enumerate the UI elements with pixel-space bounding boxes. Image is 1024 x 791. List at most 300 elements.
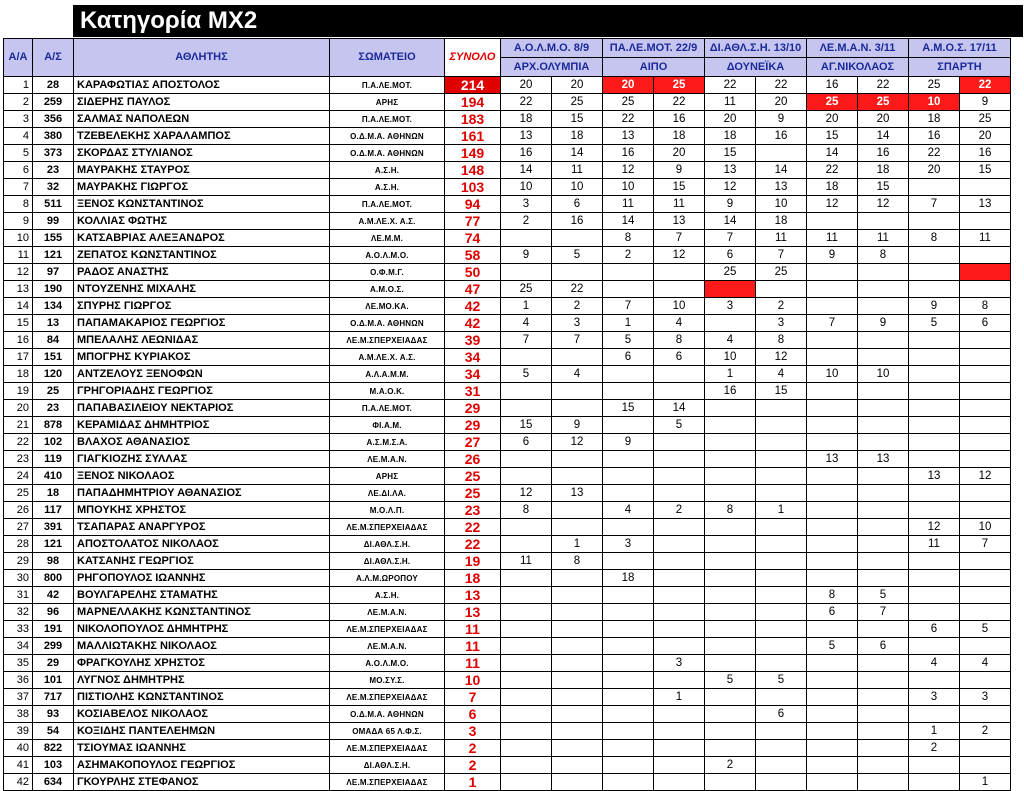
- points-cell: [705, 740, 756, 757]
- athlete-name-cell: ΒΛΑΧΟΣ ΑΘΑΝΑΣΙΟΣ: [74, 434, 330, 451]
- athlete-name-cell: ΞΕΝΟΣ ΚΩΝΣΤΑΝΤΙΝΟΣ: [74, 196, 330, 213]
- table-row: [4, 383, 1011, 400]
- points-cell: [858, 264, 909, 281]
- points-cell: 16: [552, 213, 603, 230]
- points-cell: 5: [960, 621, 1011, 638]
- points-cell: [501, 774, 552, 791]
- points-cell: 2: [603, 247, 654, 264]
- points-cell: [603, 366, 654, 383]
- points-cell: [705, 604, 756, 621]
- table-row: [4, 417, 1011, 434]
- points-cell: 10: [909, 94, 960, 111]
- total-cell: 42: [445, 315, 501, 332]
- points-cell: 18: [909, 111, 960, 128]
- rank-cell: 29: [4, 553, 33, 570]
- points-cell: 9: [909, 298, 960, 315]
- header-row-events: [4, 39, 1011, 58]
- header-event-1: Α.Ο.Λ.Μ.Ο. 8/9: [501, 39, 603, 58]
- club-cell: Α.Μ.Ο.Σ.: [330, 281, 445, 298]
- points-cell: [501, 383, 552, 400]
- table-row: [4, 332, 1011, 349]
- points-cell: [654, 536, 705, 553]
- points-cell: [603, 417, 654, 434]
- points-cell: [807, 553, 858, 570]
- club-cell: Π.Α.ΛΕ.ΜΟΤ.: [330, 400, 445, 417]
- number-cell: 134: [33, 298, 74, 315]
- points-cell: 20: [960, 128, 1011, 145]
- table-row: [4, 553, 1011, 570]
- total-cell: 22: [445, 519, 501, 536]
- table-row: [4, 196, 1011, 213]
- points-cell: 25: [603, 94, 654, 111]
- points-cell: 12: [807, 196, 858, 213]
- points-cell: [858, 349, 909, 366]
- points-cell: [807, 383, 858, 400]
- athlete-name-cell: ΜΠΟΓΡΗΣ ΚΥΡΙΑΚΟΣ: [74, 349, 330, 366]
- table-row: [4, 587, 1011, 604]
- club-cell: Π.Α.ΛΕ.ΜΟΤ.: [330, 196, 445, 213]
- points-cell: 12: [858, 196, 909, 213]
- points-cell: [909, 400, 960, 417]
- rank-cell: 11: [4, 247, 33, 264]
- table-row: [4, 230, 1011, 247]
- points-cell: [705, 281, 756, 298]
- header-event-2: ΠΑ.ΛΕ.ΜΟΤ. 22/9: [603, 39, 705, 58]
- points-cell: [807, 723, 858, 740]
- points-cell: [501, 723, 552, 740]
- points-cell: [807, 536, 858, 553]
- points-cell: [756, 400, 807, 417]
- points-cell: [756, 774, 807, 791]
- number-cell: 299: [33, 638, 74, 655]
- points-cell: 7: [960, 536, 1011, 553]
- number-cell: 380: [33, 128, 74, 145]
- points-cell: 12: [552, 434, 603, 451]
- points-cell: [501, 451, 552, 468]
- points-cell: 7: [858, 604, 909, 621]
- points-cell: [960, 757, 1011, 774]
- club-cell: Α.Σ.Η.: [330, 179, 445, 196]
- points-cell: [756, 417, 807, 434]
- total-cell: 161: [445, 128, 501, 145]
- points-cell: 6: [756, 706, 807, 723]
- points-cell: [756, 434, 807, 451]
- table-row: [4, 145, 1011, 162]
- total-cell: 47: [445, 281, 501, 298]
- points-cell: 3: [501, 196, 552, 213]
- table-row: [4, 434, 1011, 451]
- points-cell: [705, 451, 756, 468]
- header-venue-5: ΣΠΑΡΤΗ: [909, 58, 1011, 77]
- club-cell: Π.Α.ΛΕ.ΜΟΤ.: [330, 111, 445, 128]
- club-cell: Α.Μ.ΛΕ.Χ. Α.Σ.: [330, 213, 445, 230]
- points-cell: 12: [501, 485, 552, 502]
- table-row: [4, 77, 1011, 94]
- athlete-name-cell: ΓΙΑΓΚΙΟΖΗΣ ΣΥΛΛΑΣ: [74, 451, 330, 468]
- total-cell: 19: [445, 553, 501, 570]
- rank-cell: 19: [4, 383, 33, 400]
- club-cell: Ο.Δ.Μ.Α. ΑΘΗΝΩΝ: [330, 128, 445, 145]
- points-cell: 9: [603, 434, 654, 451]
- rank-cell: 24: [4, 468, 33, 485]
- points-cell: 11: [654, 196, 705, 213]
- points-cell: 5: [705, 672, 756, 689]
- points-cell: [654, 281, 705, 298]
- points-cell: [807, 417, 858, 434]
- points-cell: 12: [909, 519, 960, 536]
- points-cell: [756, 536, 807, 553]
- header-venue-2: ΑΙΠΟ: [603, 58, 705, 77]
- points-cell: 15: [807, 128, 858, 145]
- number-cell: 800: [33, 570, 74, 587]
- points-cell: 13: [603, 128, 654, 145]
- club-cell: ΛΕ.Μ.ΣΠΕΡΧΕΙΑΔΑΣ: [330, 689, 445, 706]
- points-cell: [807, 621, 858, 638]
- points-cell: 13: [909, 468, 960, 485]
- points-cell: [858, 621, 909, 638]
- points-cell: 20: [807, 111, 858, 128]
- points-cell: [858, 502, 909, 519]
- points-cell: [552, 757, 603, 774]
- table-row: [4, 655, 1011, 672]
- table-row: [4, 757, 1011, 774]
- points-cell: [603, 485, 654, 502]
- total-cell: 23: [445, 502, 501, 519]
- points-cell: [960, 451, 1011, 468]
- points-cell: 15: [603, 400, 654, 417]
- points-cell: [909, 281, 960, 298]
- table-row: [4, 519, 1011, 536]
- points-cell: 4: [552, 366, 603, 383]
- points-cell: 15: [756, 383, 807, 400]
- points-cell: [705, 706, 756, 723]
- table-row: [4, 281, 1011, 298]
- points-cell: [858, 672, 909, 689]
- total-cell: 27: [445, 434, 501, 451]
- club-cell: ΦΙ.Α.Μ.: [330, 417, 445, 434]
- points-cell: 10: [552, 179, 603, 196]
- points-cell: [909, 264, 960, 281]
- points-cell: [909, 366, 960, 383]
- total-cell: 214: [445, 77, 501, 94]
- club-cell: ΔΙ.ΑΘΛ.Σ.Η.: [330, 553, 445, 570]
- club-cell: Α.Λ.Α.Μ.Μ.: [330, 366, 445, 383]
- points-cell: [552, 230, 603, 247]
- points-cell: [756, 604, 807, 621]
- points-cell: 2: [552, 298, 603, 315]
- club-cell: ΛΕ.Μ.ΣΠΕΡΧΕΙΑΔΑΣ: [330, 740, 445, 757]
- points-cell: 16: [807, 77, 858, 94]
- points-cell: 16: [858, 145, 909, 162]
- rank-cell: 30: [4, 570, 33, 587]
- header-number: Α/Σ: [33, 39, 74, 77]
- points-cell: [501, 689, 552, 706]
- points-cell: 16: [909, 128, 960, 145]
- points-cell: [501, 740, 552, 757]
- points-cell: [705, 655, 756, 672]
- points-cell: [756, 587, 807, 604]
- points-cell: [501, 264, 552, 281]
- number-cell: 410: [33, 468, 74, 485]
- rank-cell: 36: [4, 672, 33, 689]
- points-cell: 13: [858, 451, 909, 468]
- total-cell: 22: [445, 536, 501, 553]
- points-cell: [960, 604, 1011, 621]
- points-cell: 25: [756, 264, 807, 281]
- rank-cell: 42: [4, 774, 33, 791]
- points-cell: 7: [705, 230, 756, 247]
- points-cell: 22: [858, 77, 909, 94]
- points-cell: 9: [756, 111, 807, 128]
- points-cell: 14: [807, 145, 858, 162]
- number-cell: 119: [33, 451, 74, 468]
- points-cell: [705, 519, 756, 536]
- points-cell: [552, 706, 603, 723]
- rank-cell: 23: [4, 451, 33, 468]
- rank-cell: 14: [4, 298, 33, 315]
- points-cell: [960, 587, 1011, 604]
- total-cell: 26: [445, 451, 501, 468]
- points-cell: 5: [909, 315, 960, 332]
- table-row: [4, 672, 1011, 689]
- header-rank: Α/Α: [4, 39, 33, 77]
- header-event-4: ΛΕ.Μ.Α.Ν. 3/11: [807, 39, 909, 58]
- points-cell: [552, 468, 603, 485]
- points-cell: [552, 349, 603, 366]
- number-cell: 102: [33, 434, 74, 451]
- club-cell: ΔΙ.ΑΘΛ.Σ.Η.: [330, 757, 445, 774]
- points-cell: 13: [756, 179, 807, 196]
- number-cell: 356: [33, 111, 74, 128]
- club-cell: ΑΡΗΣ: [330, 468, 445, 485]
- points-cell: 12: [654, 247, 705, 264]
- club-cell: Μ.Α.Ο.Κ.: [330, 383, 445, 400]
- total-cell: 11: [445, 655, 501, 672]
- rank-cell: 41: [4, 757, 33, 774]
- athlete-name-cell: ΚΑΤΣΑΒΡΙΑΣ ΑΛΕΞΑΝΔΡΟΣ: [74, 230, 330, 247]
- rank-cell: 22: [4, 434, 33, 451]
- points-cell: [858, 655, 909, 672]
- athlete-name-cell: ΑΠΟΣΤΟΛΑΤΟΣ ΝΙΚΟΛΑΟΣ: [74, 536, 330, 553]
- points-cell: [756, 468, 807, 485]
- points-cell: [807, 349, 858, 366]
- total-cell: 194: [445, 94, 501, 111]
- points-cell: [552, 587, 603, 604]
- number-cell: 121: [33, 247, 74, 264]
- points-cell: 8: [501, 502, 552, 519]
- table-row: [4, 298, 1011, 315]
- points-cell: [858, 468, 909, 485]
- rank-cell: 34: [4, 638, 33, 655]
- points-cell: 11: [909, 536, 960, 553]
- points-cell: [501, 519, 552, 536]
- points-cell: [858, 774, 909, 791]
- total-cell: 94: [445, 196, 501, 213]
- points-cell: [552, 519, 603, 536]
- points-cell: 14: [501, 162, 552, 179]
- points-cell: 4: [603, 502, 654, 519]
- points-cell: 25: [705, 264, 756, 281]
- points-cell: [501, 604, 552, 621]
- points-cell: 1: [960, 774, 1011, 791]
- points-cell: [909, 570, 960, 587]
- points-cell: 6: [960, 315, 1011, 332]
- points-cell: [960, 502, 1011, 519]
- rank-cell: 20: [4, 400, 33, 417]
- number-cell: 97: [33, 264, 74, 281]
- total-cell: 34: [445, 349, 501, 366]
- points-cell: [909, 774, 960, 791]
- athlete-name-cell: ΖΕΠΑΤΟΣ ΚΩΝΣΤΑΝΤΙΝΟΣ: [74, 247, 330, 264]
- athlete-name-cell: ΠΑΠΑΒΑΣΙΛΕΙΟΥ ΝΕΚΤΑΡΙΟΣ: [74, 400, 330, 417]
- table-row: [4, 179, 1011, 196]
- club-cell: ΟΜΑΔΑ 65 Λ.Φ.Σ.: [330, 723, 445, 740]
- points-cell: 18: [654, 128, 705, 145]
- points-cell: [960, 281, 1011, 298]
- number-cell: 84: [33, 332, 74, 349]
- points-cell: [756, 281, 807, 298]
- athlete-name-cell: ΣΚΟΡΔΑΣ ΣΤΥΛΙΑΝΟΣ: [74, 145, 330, 162]
- club-cell: ΜΟ.ΣΥ.Σ.: [330, 672, 445, 689]
- points-cell: [501, 672, 552, 689]
- number-cell: 18: [33, 485, 74, 502]
- total-cell: 6: [445, 706, 501, 723]
- points-cell: [654, 570, 705, 587]
- points-cell: [705, 434, 756, 451]
- points-cell: 13: [807, 451, 858, 468]
- points-cell: [705, 553, 756, 570]
- points-cell: 11: [501, 553, 552, 570]
- points-cell: 3: [654, 655, 705, 672]
- points-cell: [501, 655, 552, 672]
- points-cell: [705, 587, 756, 604]
- points-cell: 7: [501, 332, 552, 349]
- points-cell: [603, 621, 654, 638]
- points-cell: 1: [654, 689, 705, 706]
- number-cell: 151: [33, 349, 74, 366]
- points-cell: 16: [705, 383, 756, 400]
- athlete-name-cell: ΜΑΡΝΕΛΛΑΚΗΣ ΚΩΝΣΤΑΝΤΙΝΟΣ: [74, 604, 330, 621]
- points-cell: [960, 417, 1011, 434]
- points-cell: [552, 604, 603, 621]
- number-cell: 54: [33, 723, 74, 740]
- points-cell: [603, 638, 654, 655]
- points-cell: 5: [501, 366, 552, 383]
- points-cell: 6: [501, 434, 552, 451]
- table-row: [4, 485, 1011, 502]
- points-cell: 22: [654, 94, 705, 111]
- points-cell: [807, 519, 858, 536]
- points-cell: [858, 536, 909, 553]
- number-cell: 391: [33, 519, 74, 536]
- table-row: [4, 349, 1011, 366]
- club-cell: Ο.Δ.Μ.Α. ΑΘΗΝΩΝ: [330, 706, 445, 723]
- club-cell: ΛΕ.ΜΟ.ΚΑ.: [330, 298, 445, 315]
- points-cell: [909, 417, 960, 434]
- rank-cell: 40: [4, 740, 33, 757]
- points-cell: [654, 706, 705, 723]
- points-cell: 22: [705, 77, 756, 94]
- table-row: [4, 400, 1011, 417]
- points-cell: 22: [909, 145, 960, 162]
- points-cell: [909, 213, 960, 230]
- rank-cell: 32: [4, 604, 33, 621]
- points-cell: 11: [858, 230, 909, 247]
- points-cell: 1: [909, 723, 960, 740]
- total-cell: 2: [445, 740, 501, 757]
- points-cell: [756, 519, 807, 536]
- points-cell: 9: [807, 247, 858, 264]
- points-cell: [501, 621, 552, 638]
- points-cell: [603, 655, 654, 672]
- athlete-name-cell: ΜΠΕΛΑΛΗΣ ΛΕΩΝΙΔΑΣ: [74, 332, 330, 349]
- number-cell: 28: [33, 77, 74, 94]
- points-cell: [960, 672, 1011, 689]
- points-cell: [858, 332, 909, 349]
- points-cell: 18: [603, 570, 654, 587]
- points-cell: 15: [501, 417, 552, 434]
- number-cell: 190: [33, 281, 74, 298]
- points-cell: 13: [552, 485, 603, 502]
- points-cell: 25: [858, 94, 909, 111]
- number-cell: 878: [33, 417, 74, 434]
- points-cell: 6: [858, 638, 909, 655]
- points-cell: [501, 570, 552, 587]
- rank-cell: 1: [4, 77, 33, 94]
- points-cell: [909, 502, 960, 519]
- club-cell: Α.Σ.Η.: [330, 162, 445, 179]
- table-row: [4, 502, 1011, 519]
- athlete-name-cell: ΤΣΑΠΑΡΑΣ ΑΝΑΡΓΥΡΟΣ: [74, 519, 330, 536]
- athlete-name-cell: ΒΟΥΛΓΑΡΕΛΗΣ ΣΤΑΜΑΤΗΣ: [74, 587, 330, 604]
- points-cell: 25: [909, 77, 960, 94]
- points-cell: 11: [603, 196, 654, 213]
- points-cell: [909, 179, 960, 196]
- points-cell: [807, 740, 858, 757]
- points-cell: 2: [960, 723, 1011, 740]
- number-cell: 511: [33, 196, 74, 213]
- total-cell: 74: [445, 230, 501, 247]
- athlete-name-cell: ΚΑΤΣΑΝΗΣ ΓΕΩΡΓΙΟΣ: [74, 553, 330, 570]
- rank-cell: 10: [4, 230, 33, 247]
- points-cell: 11: [807, 230, 858, 247]
- points-cell: [807, 570, 858, 587]
- points-cell: [501, 468, 552, 485]
- athlete-name-cell: ΦΡΑΓΚΟΥΛΗΣ ΧΡΗΣΤΟΣ: [74, 655, 330, 672]
- club-cell: Α.Λ.Μ.ΩΡΟΠΟΥ: [330, 570, 445, 587]
- points-cell: 7: [756, 247, 807, 264]
- points-cell: [756, 740, 807, 757]
- points-cell: 13: [654, 213, 705, 230]
- points-cell: 10: [603, 179, 654, 196]
- points-cell: [858, 706, 909, 723]
- athlete-name-cell: ΣΑΛΜΑΣ ΝΑΠΟΛΕΩΝ: [74, 111, 330, 128]
- points-cell: 6: [603, 349, 654, 366]
- points-cell: 7: [603, 298, 654, 315]
- points-cell: 10: [756, 196, 807, 213]
- points-cell: 11: [705, 94, 756, 111]
- points-cell: [552, 672, 603, 689]
- points-cell: [705, 417, 756, 434]
- points-cell: [858, 570, 909, 587]
- points-cell: [858, 757, 909, 774]
- points-cell: [960, 553, 1011, 570]
- points-cell: 2: [654, 502, 705, 519]
- points-cell: [858, 689, 909, 706]
- table-row: [4, 162, 1011, 179]
- points-cell: [756, 451, 807, 468]
- points-cell: [807, 281, 858, 298]
